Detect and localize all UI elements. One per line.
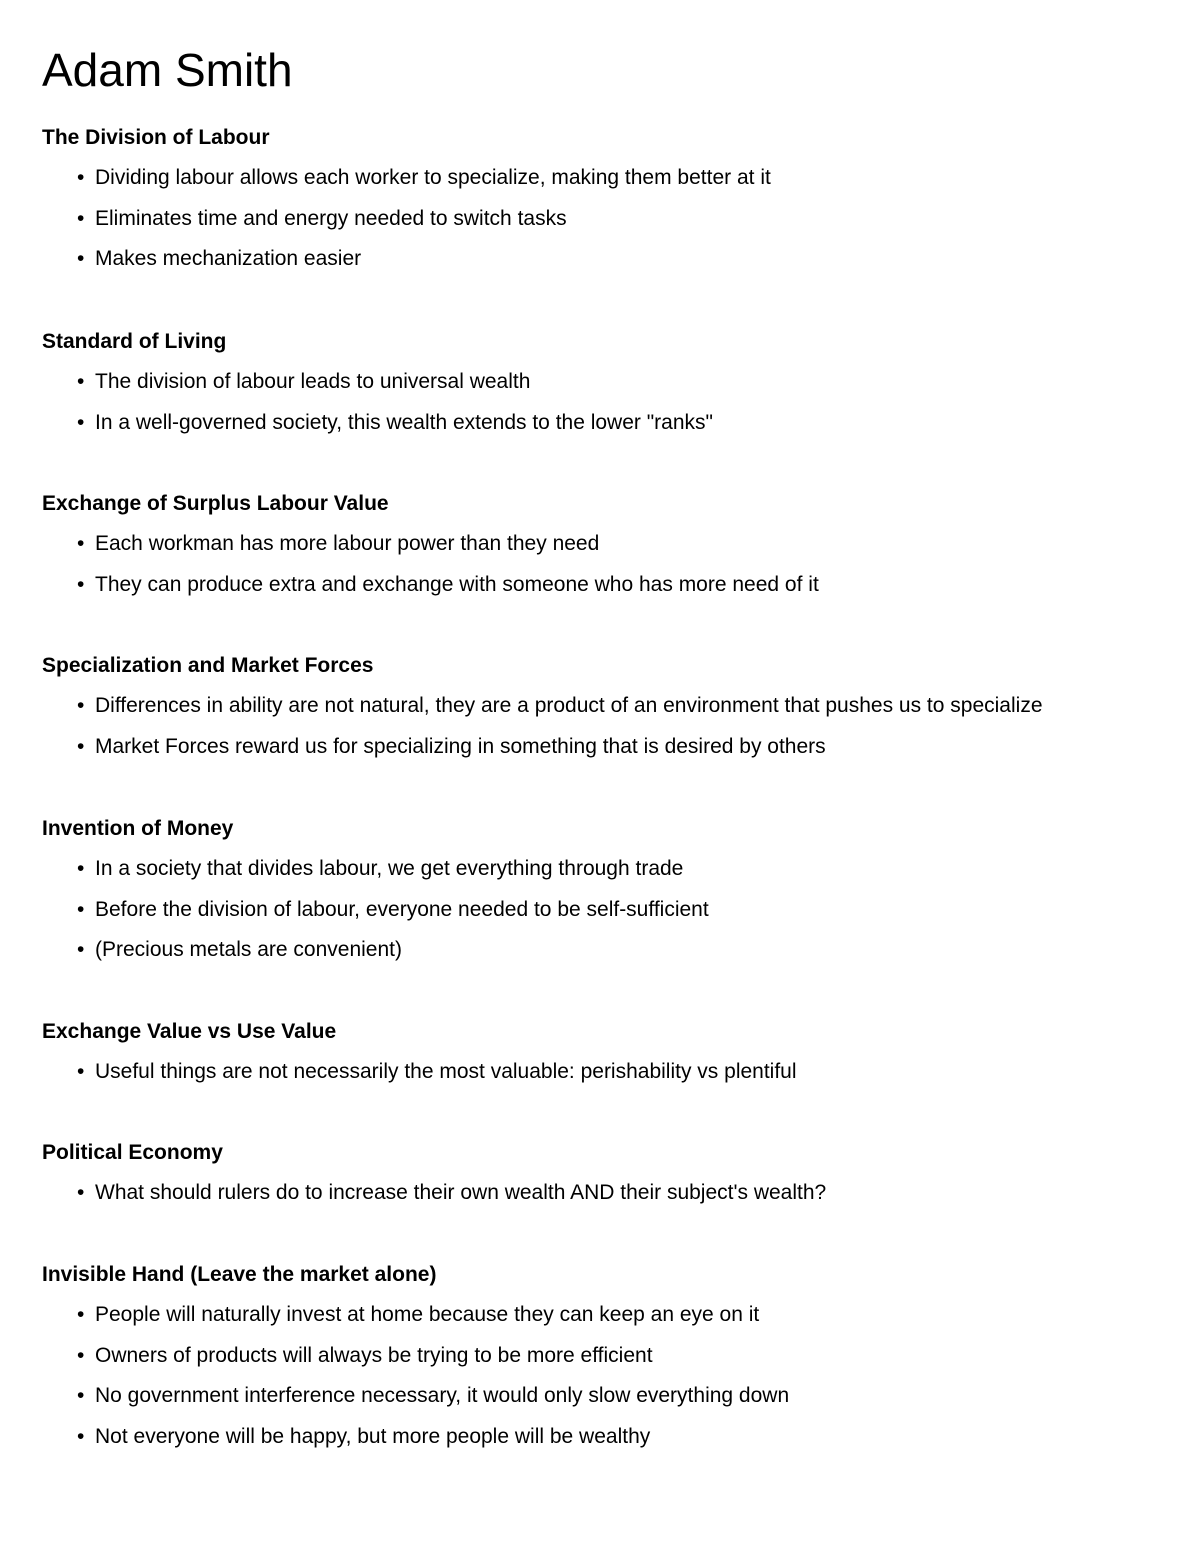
- bullet-text: The division of labour leads to universal wealth: [95, 370, 531, 393]
- bullet-item: [42, 1342, 789, 1370]
- bullet-item: [42, 1179, 826, 1207]
- section: [42, 652, 1043, 761]
- bullet-list: [42, 1179, 826, 1207]
- bullet-text: Owners of products will always be trying to be more efficient: [95, 1343, 653, 1367]
- bullet-text: Eliminates time and energy needed to switch tasks: [95, 206, 567, 230]
- section-heading: Standard of Living: [42, 330, 227, 353]
- bullet-item: [42, 733, 1043, 761]
- bullet-text: In a well-governed society, this wealth extends to the lower "ranks": [95, 410, 713, 434]
- section: [42, 1018, 797, 1086]
- section-heading: Invisible Hand (Leave the market alone): [42, 1263, 437, 1286]
- bullet-dot-icon: •: [77, 247, 85, 271]
- bullet-item: [42, 368, 713, 396]
- document-page: [42, 40, 1182, 1449]
- bullet-list: [42, 855, 709, 964]
- bullet-dot-icon: •: [77, 938, 85, 962]
- bullet-text: Before the division of labour, everyone needed to be self-sufficient: [95, 897, 709, 921]
- bullet-list: [42, 368, 713, 437]
- bullet-dot-icon: •: [77, 1425, 85, 1449]
- bullet-dot-icon: •: [77, 572, 85, 596]
- section: [42, 815, 709, 964]
- section-heading: Invention of Money: [42, 817, 234, 840]
- section: [42, 490, 819, 599]
- bullet-item: [42, 1382, 789, 1410]
- bullet-dot-icon: •: [77, 734, 85, 758]
- bullet-item: [42, 571, 819, 599]
- bullet-dot-icon: •: [77, 897, 85, 921]
- bullet-item: [42, 205, 771, 233]
- section: [42, 1261, 789, 1451]
- bullet-item: [42, 855, 709, 883]
- section-heading: Political Economy: [42, 1141, 223, 1164]
- bullet-dot-icon: •: [77, 1384, 85, 1408]
- bullet-text: Differences in ability are not natural, they are a product of an environment that pushes us to specialize: [95, 694, 1043, 717]
- bullet-text: Not everyone will be happy, but more people will be wealthy: [95, 1425, 651, 1449]
- bullet-text: Dividing labour allows each worker to specialize, making them better at it: [95, 166, 771, 189]
- bullet-dot-icon: •: [77, 1303, 85, 1326]
- bullet-text: People will naturally invest at home because they can keep an eye on it: [95, 1303, 760, 1326]
- section-heading: Exchange of Surplus Labour Value: [42, 492, 389, 515]
- bullet-item: [42, 692, 1043, 720]
- bullet-dot-icon: •: [77, 166, 85, 189]
- document-title: Adam Smith: [42, 44, 293, 96]
- bullet-dot-icon: •: [77, 410, 85, 434]
- bullet-list: [42, 530, 819, 599]
- section: [42, 328, 713, 437]
- bullet-item: [42, 936, 709, 964]
- bullet-text: In a society that divides labour, we get everything through trade: [95, 857, 684, 880]
- section-heading: Specialization and Market Forces: [42, 654, 374, 677]
- section-heading: The Division of Labour: [42, 126, 270, 149]
- bullet-item: [42, 164, 771, 192]
- bullet-dot-icon: •: [77, 694, 85, 717]
- bullet-text: They can produce extra and exchange with someone who has more need of it: [95, 572, 819, 596]
- bullet-dot-icon: •: [77, 1060, 85, 1083]
- bullet-text: What should rulers do to increase their own wealth AND their subject's wealth?: [95, 1181, 827, 1204]
- bullet-item: [42, 1301, 789, 1329]
- bullet-text: Each workman has more labour power than they need: [95, 532, 600, 555]
- bullet-item: [42, 1058, 797, 1086]
- bullet-item: [42, 1423, 789, 1451]
- bullet-dot-icon: •: [77, 1181, 85, 1204]
- bullet-list: [42, 1058, 797, 1086]
- bullet-item: [42, 245, 771, 273]
- section-heading: Exchange Value vs Use Value: [42, 1020, 337, 1043]
- bullet-item: [42, 409, 713, 437]
- section: [42, 1139, 826, 1207]
- bullet-list: [42, 164, 771, 273]
- bullet-dot-icon: •: [77, 857, 85, 880]
- bullet-text: Market Forces reward us for specializing in something that is desired by others: [95, 734, 826, 758]
- bullet-text: Makes mechanization easier: [95, 247, 362, 271]
- bullet-dot-icon: •: [77, 532, 85, 555]
- bullet-dot-icon: •: [77, 1343, 85, 1367]
- bullet-text: Useful things are not necessarily the most valuable: perishability vs plentiful: [95, 1060, 797, 1083]
- bullet-text: (Precious metals are convenient): [95, 938, 402, 962]
- bullet-item: [42, 530, 819, 558]
- bullet-dot-icon: •: [77, 370, 85, 393]
- bullet-text: No government interference necessary, it would only slow everything down: [95, 1384, 790, 1408]
- bullet-list: [42, 1301, 789, 1451]
- bullet-dot-icon: •: [77, 206, 85, 230]
- section: [42, 124, 771, 273]
- bullet-list: [42, 692, 1043, 761]
- bullet-item: [42, 896, 709, 924]
